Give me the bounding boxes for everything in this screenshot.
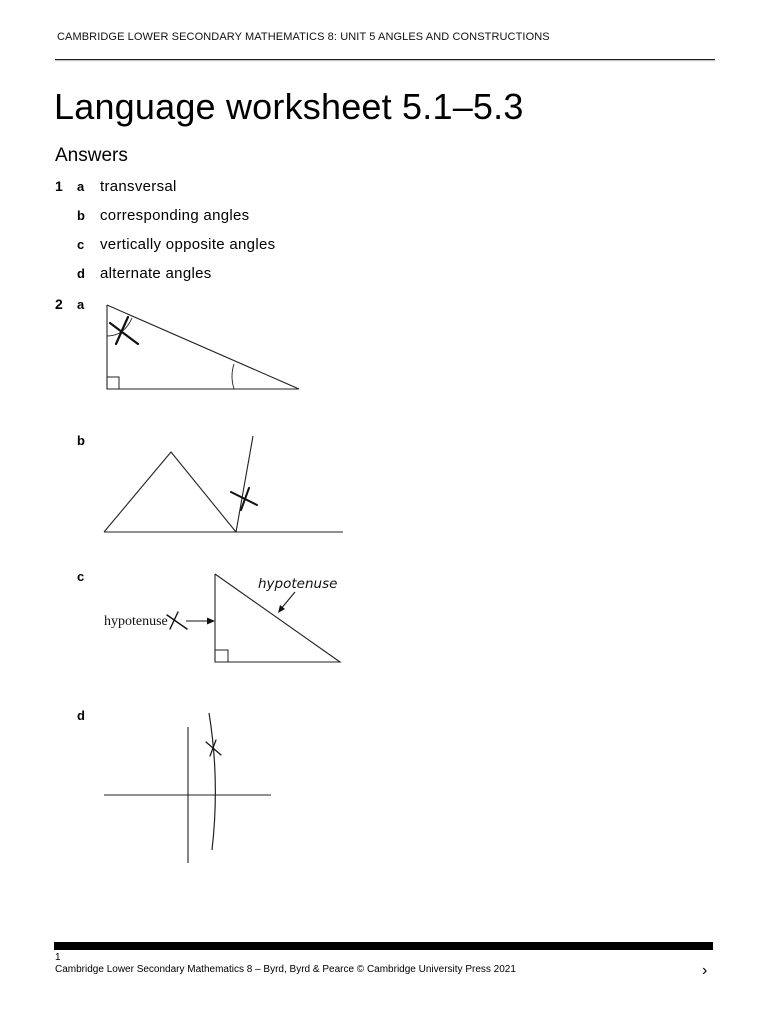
- arrowhead-icon: [207, 618, 215, 625]
- right-triangle-figure: [100, 300, 310, 395]
- question-1-number: 1: [55, 178, 63, 194]
- q1-part-c-letter: c: [77, 237, 85, 252]
- next-page-icon[interactable]: ›: [702, 962, 708, 979]
- section-subtitle: Answers: [55, 145, 128, 166]
- cross-mark-icon: [110, 317, 138, 344]
- hypotenuse-incorrect-label: hypotenuse: [104, 614, 168, 629]
- cross-mark-icon: [167, 612, 187, 629]
- q1-part-b-letter: b: [77, 208, 85, 223]
- q2-part-a-letter: a: [77, 297, 85, 312]
- cross-mark-icon: [231, 488, 257, 510]
- q2-part-b-letter: b: [77, 433, 85, 448]
- q2-part-c-letter: c: [77, 569, 85, 584]
- perpendicular-construction-figure: [100, 710, 280, 870]
- footer-copyright: Cambridge Lower Secondary Mathematics 8 – Byrd, Byrd & Pearce © Cambridge University Press 2021: [55, 964, 516, 975]
- q1-part-c-answer: vertically opposite angles: [100, 236, 276, 253]
- q1-part-d-letter: d: [77, 266, 85, 281]
- hypotenuse-correct-label: hypotenuse: [258, 576, 338, 592]
- triangle-on-line-figure: [100, 432, 350, 537]
- running-header: CAMBRIDGE LOWER SECONDARY MATHEMATICS 8: UNIT 5 ANGLES AND CONSTRUCTIONS: [57, 31, 550, 43]
- page-title: Language worksheet 5.1–5.3: [54, 86, 524, 127]
- hypotenuse-triangle-figure: [100, 570, 350, 670]
- arrowhead-icon: [278, 605, 285, 613]
- q1-part-b-answer: corresponding angles: [100, 207, 250, 224]
- q1-part-d-answer: alternate angles: [100, 265, 212, 282]
- q1-part-a-letter: a: [77, 179, 85, 194]
- q2-part-d-letter: d: [77, 708, 85, 723]
- header-divider: [55, 59, 715, 60]
- footer-bar: [54, 942, 713, 950]
- question-2-number: 2: [55, 296, 63, 312]
- page-number: 1: [55, 952, 61, 963]
- q1-part-a-answer: transversal: [100, 178, 177, 195]
